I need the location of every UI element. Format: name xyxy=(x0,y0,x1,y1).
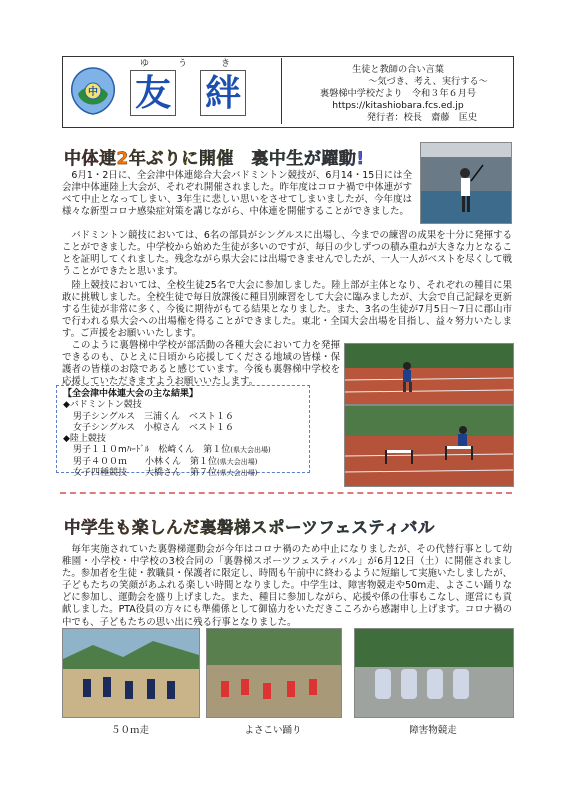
furigana: ゆ xyxy=(140,59,150,69)
results-title: 【全会津中体連大会の主な結果】 xyxy=(63,389,199,399)
hurdles-photo xyxy=(344,405,514,487)
result-text: 女子四種競技 大橋さん 第７位 xyxy=(73,468,218,479)
furigana: う xyxy=(178,59,188,69)
divider xyxy=(281,58,282,124)
results-category: ◆バドミントン競技 xyxy=(63,400,142,411)
result-row xyxy=(63,445,303,456)
qualified-note: (県大会出場) xyxy=(230,446,271,455)
subtitle: 生徒と教師の合い言葉 xyxy=(352,64,444,75)
badminton-photo xyxy=(420,142,512,224)
result-row: 男子シングルス 三浦くん ベスト１６ xyxy=(73,411,235,422)
obstacle-race-photo xyxy=(354,628,514,718)
section-divider xyxy=(60,492,512,494)
school-emblem-icon xyxy=(68,64,118,118)
article1-para1: 6月1・2日に、全会津中体連総合大会バドミントン競技が、6月14・15日には全会津中体連陸上大会が、それぞれ開催されました。昨年度はコロナ禍で中体連がすべて中止となってしまい、3年生に悲しい思いをさせてしまいましたが、今年度は様々な新型コロナ感染症対策を講じながら、中体連を開催することができました。 xyxy=(62,170,412,218)
newsletter-name: 裏磐梯中学校だより 令和３年６月号 xyxy=(319,88,477,99)
furigana: き xyxy=(221,59,231,69)
article1-para4: このように裏磐梯中学校が部活動の各種大会において力を発揮できるのも、ひとえに日頃から応援してくださる地域の皆様・保護者の皆様のお陰であると感じています。今後も裏磐梯中学校を応援していただきますようお願いいたします。 xyxy=(62,340,340,388)
school-url: https://kitashiobara.fcs.ed.jp xyxy=(332,100,464,111)
publisher: 発行者：校長 齋藤 匡史 xyxy=(366,112,478,123)
sprint-photo xyxy=(62,628,200,718)
results-category: ◆陸上競技 xyxy=(63,434,106,445)
result-row xyxy=(63,468,303,479)
caption-obstacle: 障害物競走 xyxy=(409,725,457,736)
result-row: 女子シングルス 小椋さん ベスト１６ xyxy=(73,422,235,433)
result-text: 男子１１０mﾊｰﾄﾞﾙ 松崎くん 第１位 xyxy=(73,445,231,456)
result-row xyxy=(63,457,303,468)
headline-1: 中体連2年ぶりに開催 裏中生が躍動! xyxy=(64,144,416,169)
yosakoi-photo xyxy=(206,628,342,718)
motto: ～気づき、考え、実行する～ xyxy=(368,76,488,87)
article1-para3: 陸上競技においては、全校生徒25名で大会に参加しました。陸上部が主体となり、それぞれの種目に果敢に挑戦しました。全校生徒で毎日放課後に種目別練習をして大会に臨みましたが、大会で自己記録を更新する生徒が非常に多く、今後に期待がもてる結果となりました。また、3名の生徒が7月5日～7日に郡山市で行われる県大会への出場権を得ることができました。東北・全国大会出場を目指し、益々努力いたします。ご声援をお願いいたします。 xyxy=(62,280,513,340)
caption-sprint: ５０ｍ走 xyxy=(110,725,149,736)
title-kanji: 友 xyxy=(130,70,176,116)
result-text: 男子４００ｍ 小林くん 第１位 xyxy=(73,456,218,467)
article2-para: 毎年実施されていた裏磐梯運動会が今年はコロナ禍のため中止になりましたが、その代替行事として幼稚園・小学校・中学校の3校合同の「裏磐梯スポーツフェスティバル」が6月12日（土）に開催されました。参加者を生徒・教職員・保護者に限定し、時間も午前中に終わるように短縮して実施いたしましたが、子どもたちの笑顔があふれる楽しい時間となりました。中学生は、障害物競走や50m走、よさこい踊りなどに参加し、運動会を盛り上げました。また、種目に参加しながら、応援や係の仕事もこなし、運営にも貢献しました。PTA役員の方々にも準備係として御協力をいただきこころから感謝申し上げます。コロナ禍の中でも、子どもたちの思い出に残る行事となりました。 xyxy=(62,544,513,628)
caption-yosakoi: よさこい踊り xyxy=(244,725,302,736)
qualified-note: (県大会出場) xyxy=(217,457,258,466)
emblem-label: 中 xyxy=(88,87,98,98)
title-kanji: 絆 xyxy=(200,70,246,116)
article1-para2: バドミントン競技においては、6名の部員がシングルスに出場し、今までの練習の成果を十分に発揮することができました。中学校から始めた生徒が多いのですが、毎日の少しずつの積み重ねが大きな力となることを証明してくれました。残念ながら県大会には出場できませんでしたが、一人一人がベストを尽くして戦うことができたと思います。 xyxy=(62,230,513,278)
qualified-note: (県大会出場) xyxy=(217,469,258,478)
track-photo xyxy=(344,343,514,405)
results-box xyxy=(56,385,310,479)
headline-2: 中学生も楽しんだ裏磐梯スポーツフェスティバル xyxy=(64,514,504,538)
